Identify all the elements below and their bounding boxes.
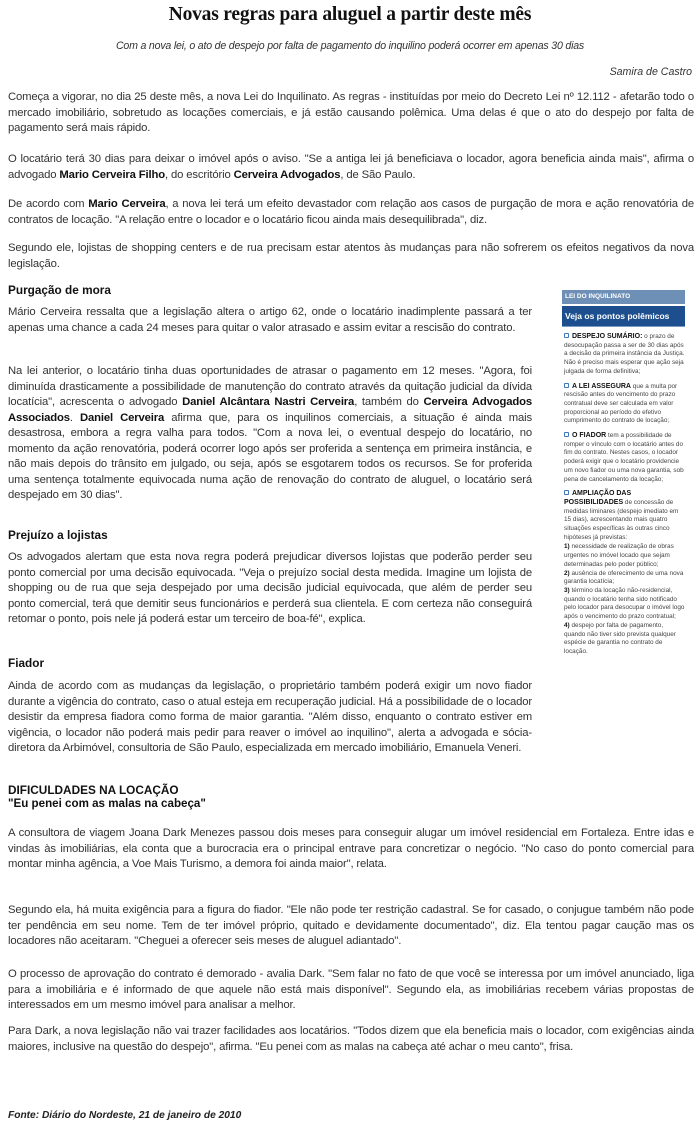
firm-name: Cerveira Advogados [233,168,341,181]
square-bullet-icon [564,432,569,437]
article-author: Samira de Castro [609,66,692,78]
text-run: O locatário terá 30 dias para deixar o imóvel após o aviso. "Se a antiga lei já beneficiava o locador, agora beneficia ainda mais", afirma o advogado [8,153,694,181]
text-run: Na lei anterior, o locatário tinha duas oportunidades de atrasar o pagamento em 12 meses. "Agora, foi diminuída drasticamente a possibilidade de manutenção do contrato através da quitação judicial da dívida locatícia", acrescenta o advogado [8,365,532,408]
sidebar-kicker: LEI DO INQUILINATO [562,290,685,304]
sidebar-item [564,432,685,484]
article-subtitle: Com a nova lei, o ato de despejo por falta de pagamento do inquilino poderá ocorrer em apenas 30 dias [115,40,585,52]
dificuldades-paragraph-1: A consultora de viagem Joana Dark Menezes passou dois meses para conseguir alugar um imóvel residencial em Fortaleza. Entre idas e vindas às imobiliárias, ela conta que a burocracia era o principal entrave para concretizar o negócio. "No caso do ponto comercial para montar minha agência, a Voe Mais Turismo, a demora foi ainda maior", relata. [8,827,694,870]
text-run: . [69,411,81,424]
sidebar-subitem [564,543,685,569]
section-heading-prejuizo: Prejuízo a lojistas [8,528,108,542]
intro-paragraph-3 [8,197,694,228]
section-heading-purgacao: Purgação de mora [8,283,111,297]
text-run: afirma que, para os inquilinos comerciais, a situação é ainda mais desastrosa, embora a regra valha para todos. "Com a nova lei, o eventual despejo do locatário, no momento da ação renovatória, poderá ocorrer logo após ser proferida a sentença em primeira instância, e não mais depois do trânsito em julgado, ou seja, após se esgotarem todos os recursos. Se for proferida uma sentença totalmente equivocada numa ação de renovação do contrato de aluguel, o locatário será despejado em 30 dias". [8,411,533,501]
subitem-text: necessidade de realização de obras urgentes no imóvel locado que sejam determinadas pelo poder público; [564,543,674,568]
intro-paragraph-1: Começa a vigorar, no dia 25 deste mês, a nova Lei do Inquilinato. As regras - instituídas por meio do Decreto Lei nº 12.112 - afetarão todo o mercado imobiliário, sobretudo as locações comerciais, e já estão causando polêmica. Uma delas é que o ato do despejo por falta de pagamento será mais rápido. [8,91,694,134]
sidebar-item-text: que a multa por rescisão antes do vencimento do prazo contratual deve ser calculada em valor proporcional ao período do efetivo cumprimento do contrato de locação; [564,382,678,425]
subitem-number: 4) [564,621,570,629]
text-run: De acordo com [8,198,89,210]
text-run: , também do [354,396,424,408]
text-run: , a nova lei terá um efeito devastador com relação aos casos de purgação de mora e ação renovatória de contratos de locação. "A relação entre o locador e o locatário ficou ainda mais desequilibrada", diz. [8,198,694,226]
person-name: Daniel Alcântara Nastri Cerveira [182,396,355,408]
dificuldades-paragraph-3: O processo de aprovação do contrato é demorado - avalia Dark. "Sem falar no fato de que você se interessa por um imóvel anunciado, liga para a imobiliária e é informado de que aquele não está mais disponível". Segundo ela, as imobiliárias recebem várias propostas de interessados em um mesmo imóvel para analisar a melhor. [8,968,694,1011]
section-heading-fiador: Fiador [8,656,45,670]
subitem-text: despejo por falta de pagamento, quando não tiver sido prevista qualquer espécie de garantia no contrato de locação. [564,621,676,655]
sidebar-item [564,333,685,377]
subitem-text: ausência de oferecimento de uma nova garantia locatícia; [564,569,684,586]
text-run: , de São Paulo. [340,168,416,181]
sidebar-item-text: tem a possibilidade de romper o vínculo com o locatário antes do fim do contrato. Nestes casos, o locador poderá exigir que o locatário providencie um novo fiador ou uma nova garantia, sob pena de cancelamento da locação; [564,432,684,483]
person-name: Mario Cerveira [88,198,166,210]
sidebar-subitem [564,570,685,587]
sidebar-item-lead: AMPLIAÇÃO DAS POSSIBILIDADES [564,490,632,506]
sidebar-item-text: o prazo de desocupação passa a ser de 30 dias após a decisão da primeira instância da Justiça. Não é preciso mais esperar que ação seja julgada de forma definitiva; [564,333,685,375]
section-heading-dificuldades: DIFICULDADES NA LOCAÇÃO [8,783,179,797]
sidebar-list [562,333,685,657]
dificuldades-paragraph-2: Segundo ela, há muita exigência para a figura do fiador. "Ele não pode ter restrição cadastral. Se for casado, o conjugue também não pode ter pendência em seu nome. Tem de ter imóvel próprio, quitado e devidamente documentado", diz. Ela tentou pagar caução mas os locadores não aceitaram. "Cheguei a oferecer seis meses de aluguel adiantado". [8,904,694,947]
subitem-number: 2) [564,569,570,577]
text-run: , do escritório [165,168,234,181]
subitem-number: 3) [564,586,570,594]
prejuizo-paragraph-1: Os advogados alertam que esta nova regra poderá prejudicar diversos lojistas que poderão perder seu ponto comercial por uma decisão equivocada. "Veja o prejuízo social desta medida. Imagine um lojista de shopping ou de rua que seja despejado por uma decisão judicial equivocada, que além de perder seu ponto comercial, terá que demitir seus funcionários e perderá sua clientela. E com certeza não conseguirá retomar o ponto, pois nele já poderá estar um terceiro de boa-fé", explica. [8,551,532,625]
square-bullet-icon [564,490,569,495]
dificuldades-paragraph-4: Para Dark, a nova legislação não vai trazer facilidades aos locatários. "Todos dizem que ela beneficia mais o locador, com exigências ainda maiores, inclusive na questão do despejo", afirma. "Eu penei com as malas na cabeça até achar o meu canto", frisa. [8,1025,694,1053]
sidebar-item-lead: DESPEJO SUMÁRIO: [572,333,643,340]
purgacao-paragraph-2 [8,364,532,504]
source-credit: Fonte: Diário do Nordeste, 21 de janeiro de 2010 [8,1110,242,1121]
intro-paragraph-2 [8,152,694,183]
square-bullet-icon [564,333,569,338]
sidebar-item-lead: A LEI ASSEGURA [572,382,631,390]
purgacao-paragraph-1: Mário Cerveira ressalta que a legislação altera o artigo 62, onde o locatário inadimplente passará a ter apenas uma chance a cada 24 meses para quitar o valor atrasado e assim evitar a rescisão do contrato. [8,306,532,334]
subitem-number: 1) [564,543,570,551]
square-bullet-icon [564,383,569,388]
person-name: Mario Cerveira Filho [59,168,166,181]
firm-name: Cerveira Advogados Associados [8,396,532,424]
sidebar-subitem [564,587,685,622]
sidebar-infobox [562,290,685,657]
sidebar-item [564,383,685,427]
article-title: Novas regras para aluguel a partir deste mês [168,4,532,25]
section-subheading-quote: "Eu penei com as malas na cabeça" [8,797,206,810]
sidebar-subitem [564,622,685,657]
sidebar-title: Veja os pontos polêmicos [562,306,685,327]
sidebar-item [564,490,685,542]
person-name: Daniel Cerveira [80,411,165,424]
subitem-text: término da locação não-residencial, quando o locatário tenha sido notificado pelo locador para desocupar o imóvel logo após o vencimento do prazo contratual; [564,586,685,621]
sidebar-item-text: de concessão de medidas liminares (despejo imediato em 15 dias), acrescentando mais quatro situações específicas às outras cinco hipóteses já previstas: [564,498,679,541]
fiador-paragraph-1: Ainda de acordo com as mudanças da legislação, o proprietário também poderá exigir um novo fiador durante a vigência do contrato, caso o atual esteja em recuperação judicial. Há a possibilidade de o locador desistir da empresa fiadora como forma de maior garantia. "Além disso, enquanto o contrato estiver em vigência, o locador não poderá mais pedir para reaver o imóvel ao inquilino", alerta a advogada e sócia-diretora da Arbimóvel, consultoria de São Paulo, especializada em mercado imobiliário, Emanuela Veneri. [8,680,532,754]
sidebar-item-lead: O FIADOR [572,432,607,440]
intro-paragraph-4: Segundo ele, lojistas de shopping centers e de rua precisam estar atentos às mudanças para não sofrerem os efeitos negativos da nova legislação. [8,242,694,270]
